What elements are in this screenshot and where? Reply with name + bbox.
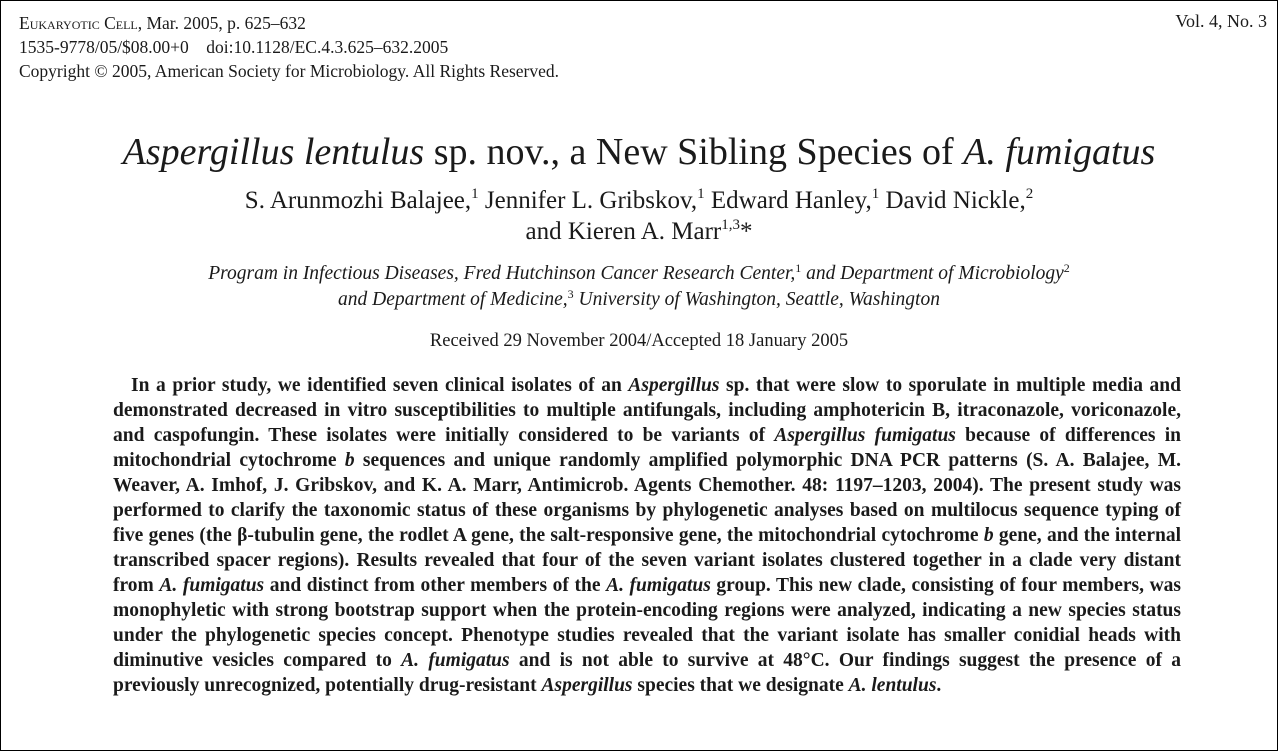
volume-issue: Vol. 4, No. 3 <box>1175 11 1267 31</box>
author-line-2: and Kieren A. Marr$^{1,3}$* <box>525 217 753 245</box>
article-title: Aspergillus lentulus sp. nov., a New Sibling Species of A. fumigatus <box>122 131 1156 173</box>
received-accepted-dates: Received 29 November 2004/Accepted 18 January 2005 <box>429 331 849 351</box>
affiliations: Program in Infectious Diseases, Fred Hutchinson Cancer Research Center,$^1$ and Department of Microbiology$^2$ and Department of Medicine,$^3$ University of Washington, Seattle, Washington <box>208 261 1070 310</box>
journal-citation: Eukaryotic Cell, Mar. 2005, p. 625–632 <box>19 13 306 33</box>
journal-header <box>19 11 559 83</box>
issn-doi: 1535-9778/05/$08.00+0 doi:10.1128/EC.4.3.625–632.2005 <box>19 37 449 57</box>
author-list <box>1 185 1277 247</box>
author-line-1: S. Arunmozhi Balajee,$^1$ Jennifer L. Gribskov,$^1$ Edward Hanley,$^1$ David Nickle,$^2$ <box>244 186 1034 214</box>
abstract: In a prior study, we identified seven clinical isolates of an Aspergillus sp. that were slow to sporulate in multiple media and demonstrated decreased in vitro susceptibilities to multiple antifungals, including amphotericin B, itraconazole, voriconazole, and caspofungin. These isolates were initially considered to be variants of Aspergillus fumigatus because of differences in mitochondrial cytochrome b sequences and unique randomly amplified polymorphic DNA PCR patterns (S. A. Balajee, M. Weaver, A. Imhof, J. Gribskov, and K. A. Marr, Antimicrob. Agents Chemother. 48: 1197–1203, 2004). The present study was performed to clarify the taxonomic status of these organisms by phylogenetic analyses based on multilocus sequence typing of five genes (the β-tubulin gene, the rodlet A gene, the salt-responsive gene, the mitochondrial cytochrome b gene, and the internal transcribed spacer regions). Results revealed that four of the seven variant isolates clustered together in a clade very distant from A. fumigatus and distinct from other members of the A. fumigatus group. This new clade, consisting of four members, was monophyletic with strong bootstrap support when the protein-encoding regions were analyzed, indicating a new species status under the phylogenetic species concept. Phenotype studies revealed that the variant isolate has smaller conidial heads with diminutive vesicles compared to A. fumigatus and is not able to survive at 48°C. Our findings suggest the presence of a previously unrecognized, potentially drug-resistant Aspergillus species that we designate A. lentulus. <box>113 375 1181 696</box>
copyright-line: Copyright © 2005, American Society for Microbiology. All Rights Reserved. <box>19 61 560 81</box>
corresponding-author-mark: * <box>740 218 753 245</box>
